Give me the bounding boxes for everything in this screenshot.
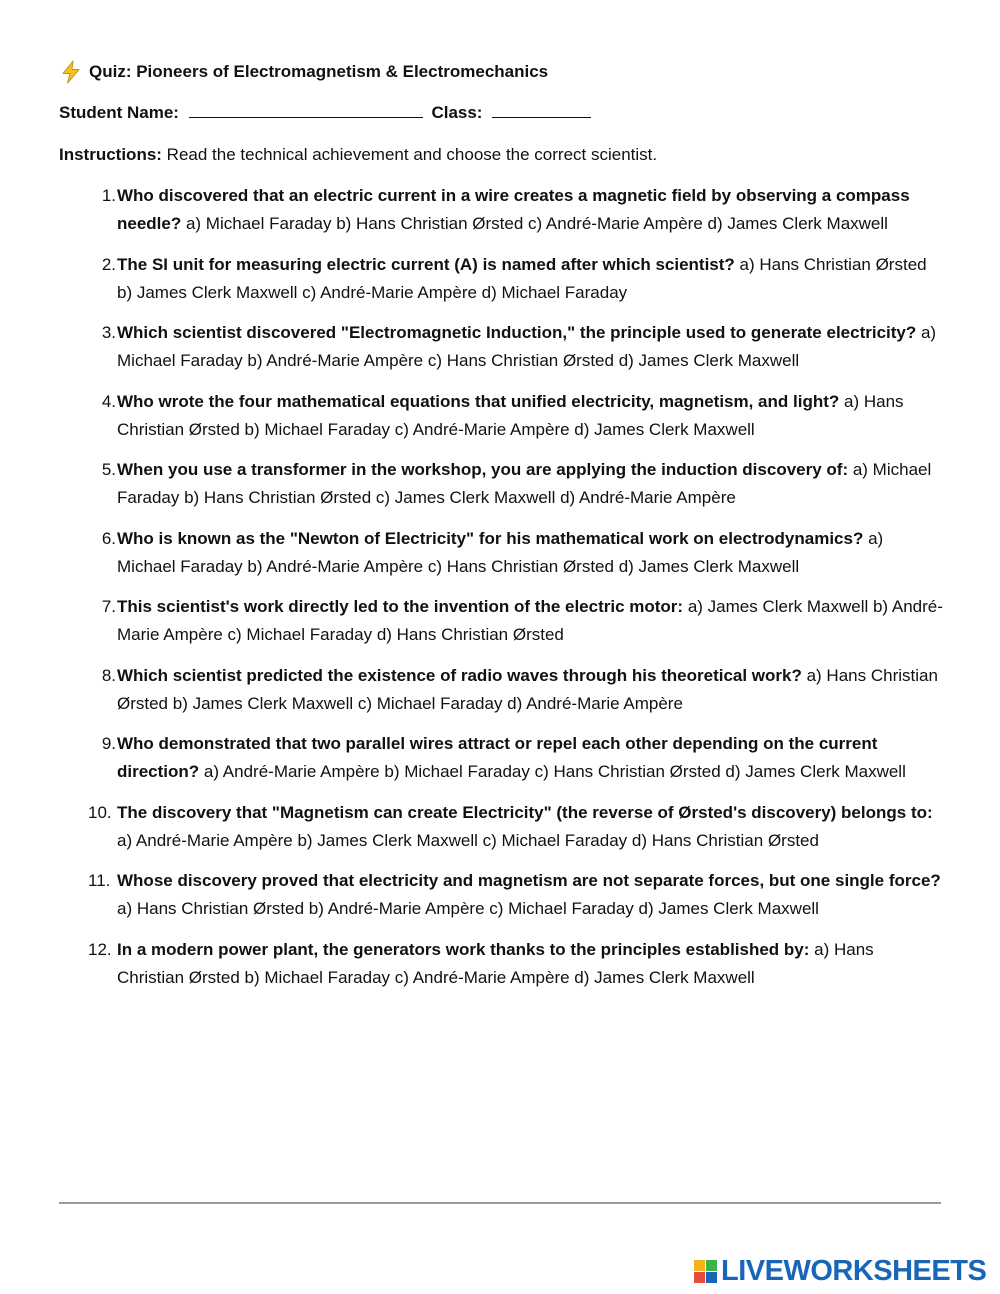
question-text: This scientist's work directly led to the invention of the electric motor: [117,597,684,616]
question-list [59,182,944,1004]
question-text: In a modern power plant, the generators work thanks to the principles established by: [117,939,810,959]
question-options: a) André-Marie Ampère b) James Clerk Maxwell c) Michael Faraday d) Hans Christian Ørsted [117,830,819,850]
question-number: 11. [88,871,111,890]
question-item [59,867,944,923]
question-options: a) André-Marie Ampère b) Michael Faraday c) Hans Christian Ørsted d) James Clerk Maxwell [199,762,906,781]
question-text: Who discovered that an electric current in a wire creates a magnetic field by observing a compass needle? [117,186,910,233]
question-number: 7. [101,597,116,616]
question-options: a) Michael Faraday b) André-Marie Ampère c) Hans Christian Ørsted d) James Clerk Maxwell [117,528,884,576]
question-text: Which scientist discovered "Electromagnetic Induction," the principle used to generate electricity? [117,323,917,342]
instructions-text: Read the technical achievement and choose the correct scientist. [161,145,658,164]
question-text: The SI unit for measuring electric current (A) is named after which scientist? [117,254,735,274]
question-item [59,456,944,512]
instructions [59,145,657,165]
question-item [59,730,944,786]
question-number: 1. [101,186,116,205]
logo-blocks-icon [694,1260,717,1283]
question-options: a) Hans Christian Ørsted b) James Clerk Maxwell c) Michael Faraday d) André-Marie Ampère [117,665,938,713]
question-number: 2. [101,254,116,274]
question-item [59,662,944,718]
question-options: a) Hans Christian Ørsted b) Michael Faraday c) André-Marie Ampère d) James Clerk Maxwell [117,939,874,987]
question-item [59,799,944,855]
question-text: Who demonstrated that two parallel wires attract or repel each other depending on the current direction? [117,734,878,781]
class-label: Class: [431,103,483,122]
question-options: a) Michael Faraday b) Hans Christian Ørsted c) André-Marie Ampère d) James Clerk Maxwell [181,214,888,233]
question-number: 10. [88,802,112,822]
question-number: 8. [101,665,116,685]
question-item [59,319,944,375]
question-text: The discovery that "Magnetism can create Electricity" (the reverse of Ørsted's discovery) belongs to: [117,802,933,822]
question-number: 4. [101,391,116,411]
instructions-label: Instructions: [59,145,162,164]
page-title: Quiz: Pioneers of Electromagnetism & Electromechanics [89,62,549,81]
question-options: a) Hans Christian Ørsted b) Michael Faraday c) André-Marie Ampère d) James Clerk Maxwell [117,391,904,439]
question-number: 9. [101,734,116,753]
question-text: Who wrote the four mathematical equations that unified electricity, magnetism, and light? [117,391,840,411]
question-text: Whose discovery proved that electricity and magnetism are not separate forces, but one single force? [117,871,941,890]
question-text: Who is known as the "Newton of Electricity" for his mathematical work on electrodynamics? [117,528,864,548]
footer-divider [59,1202,941,1204]
question-number: 5. [101,460,116,479]
student-info-row [59,103,591,123]
quiz-title-row [59,60,548,84]
student-name-label: Student Name: [59,103,179,122]
question-item [59,251,944,307]
question-options: a) Hans Christian Ørsted b) James Clerk Maxwell c) André-Marie Ampère d) Michael Faraday [117,254,927,302]
question-item [59,936,944,992]
question-number: 6. [101,528,116,548]
question-options: a) Michael Faraday b) André-Marie Ampère c) Hans Christian Ørsted d) James Clerk Maxwell [117,323,937,370]
question-number: 3. [101,323,116,342]
question-number: 12. [88,939,112,959]
question-item [59,525,944,581]
question-options: a) Michael Faraday b) Hans Christian Ørsted c) James Clerk Maxwell d) André-Marie Ampère [117,460,932,507]
class-field[interactable] [492,103,591,118]
question-options: a) James Clerk Maxwell b) André-Marie Ampère c) Michael Faraday d) Hans Christian Ørsted [117,597,943,644]
question-item [59,182,944,238]
question-text: When you use a transformer in the workshop, you are applying the induction discovery of: [117,460,849,479]
logo-text: LIVEWORKSHEETS [721,1255,987,1287]
question-item [59,388,944,444]
student-name-field[interactable] [189,103,423,118]
lightning-bolt-icon [59,60,83,84]
question-options: a) Hans Christian Ørsted b) André-Marie Ampère c) Michael Faraday d) James Clerk Maxwell [117,899,819,918]
question-text: Which scientist predicted the existence of radio waves through his theoretical work? [117,665,802,685]
question-item [59,593,944,649]
liveworksheets-logo[interactable] [694,1255,986,1288]
